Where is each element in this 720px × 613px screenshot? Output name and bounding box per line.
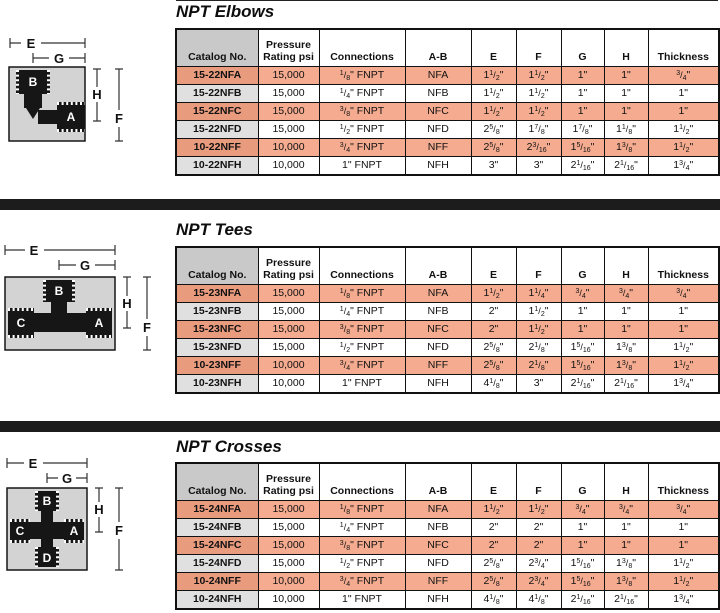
value-cell: 15,000 bbox=[258, 537, 319, 555]
value-cell: $^3/_4$" FNPT bbox=[319, 139, 405, 157]
value-cell: NFA bbox=[405, 67, 471, 85]
value-cell: NFC bbox=[405, 537, 471, 555]
value-cell: $^3/_8$" FNPT bbox=[319, 321, 405, 339]
value-cell: 1" bbox=[648, 519, 719, 537]
table-row bbox=[176, 85, 719, 103]
value-cell: 3" bbox=[516, 157, 561, 176]
value-cell: 3" bbox=[516, 375, 561, 394]
col-header-pressure: Pressure Rating psi bbox=[258, 463, 319, 501]
value-cell: 15,000 bbox=[258, 555, 319, 573]
value-cell: 15,000 bbox=[258, 121, 319, 139]
dim-label-g: G bbox=[61, 471, 73, 486]
value-cell: 15,000 bbox=[258, 67, 319, 85]
table-row bbox=[176, 591, 719, 610]
table-header bbox=[176, 29, 719, 67]
value-cell: 10,000 bbox=[258, 375, 319, 394]
value-cell: $^1/_4$" FNPT bbox=[319, 85, 405, 103]
catalog-cell: 15-24NFC bbox=[176, 537, 258, 555]
value-cell: 2" bbox=[471, 321, 516, 339]
col-header-f: F bbox=[516, 463, 561, 501]
section-title: NPT Elbows bbox=[176, 2, 275, 21]
table-row bbox=[176, 357, 719, 375]
value-cell: $2^5/_8$" bbox=[471, 339, 516, 357]
value-cell: $^3/_4$" bbox=[648, 67, 719, 85]
value-cell: $2^5/_8$" bbox=[471, 121, 516, 139]
value-cell: 2" bbox=[471, 519, 516, 537]
tee-crossbar bbox=[34, 313, 86, 332]
port-label-c: C bbox=[16, 316, 26, 330]
col-header-connections: Connections bbox=[319, 463, 405, 501]
value-cell: 1" bbox=[604, 321, 648, 339]
cross-diagram bbox=[2, 455, 137, 585]
col-header-catalog: Catalog No. bbox=[176, 247, 258, 285]
catalog-cell: 15-23NFB bbox=[176, 303, 258, 321]
value-cell: 1" bbox=[648, 321, 719, 339]
value-cell: 15,000 bbox=[258, 501, 319, 519]
dim-label-g: G bbox=[53, 51, 65, 66]
value-cell: $2^3/_4$" bbox=[516, 573, 561, 591]
value-cell: 1" FNPT bbox=[319, 375, 405, 394]
value-cell: 1" FNPT bbox=[319, 591, 405, 610]
value-cell: NFF bbox=[405, 573, 471, 591]
value-cell: $^3/_4$" bbox=[561, 501, 604, 519]
value-cell: 2" bbox=[471, 537, 516, 555]
col-header-e: E bbox=[471, 247, 516, 285]
value-cell: $1^1/_2$" bbox=[648, 339, 719, 357]
col-header-e: E bbox=[471, 29, 516, 67]
table-header bbox=[176, 247, 719, 285]
table-row bbox=[176, 103, 719, 121]
value-cell: $1^1/_4$" bbox=[516, 285, 561, 303]
value-cell: 15,000 bbox=[258, 285, 319, 303]
catalog-cell: 15-22NFA bbox=[176, 67, 258, 85]
value-cell: $^3/_8$" FNPT bbox=[319, 537, 405, 555]
value-cell: $^1/_2$" FNPT bbox=[319, 339, 405, 357]
value-cell: $2^1/_{16}$" bbox=[604, 157, 648, 176]
port-label-b: B bbox=[28, 75, 38, 89]
catalog-cell: 10-22NFF bbox=[176, 139, 258, 157]
value-cell: 10,000 bbox=[258, 591, 319, 610]
value-cell: $^1/_2$" FNPT bbox=[319, 121, 405, 139]
value-cell: 1" bbox=[648, 537, 719, 555]
value-cell: 1" bbox=[561, 67, 604, 85]
value-cell: 1" bbox=[561, 321, 604, 339]
value-cell: $1^1/_2$" bbox=[471, 85, 516, 103]
section-title: NPT Crosses bbox=[176, 437, 282, 456]
value-cell: 1" bbox=[561, 103, 604, 121]
value-cell: $1^1/_2$" bbox=[516, 303, 561, 321]
dim-label-h: H bbox=[92, 87, 102, 102]
value-cell: $^3/_4$" bbox=[561, 285, 604, 303]
port-b-stem bbox=[24, 94, 42, 108]
value-cell: $^1/_4$" FNPT bbox=[319, 303, 405, 321]
value-cell: 15,000 bbox=[258, 303, 319, 321]
value-cell: $1^1/_2$" bbox=[471, 501, 516, 519]
catalog-cell: 15-23NFD bbox=[176, 339, 258, 357]
value-cell: $1^3/_8$" bbox=[604, 357, 648, 375]
value-cell: $1^5/_{16}$" bbox=[561, 339, 604, 357]
col-header-g: G bbox=[561, 247, 604, 285]
value-cell: $1^3/_8$" bbox=[604, 573, 648, 591]
value-cell: $1^3/_4$" bbox=[648, 157, 719, 176]
value-cell: 1" FNPT bbox=[319, 157, 405, 176]
value-cell: NFH bbox=[405, 375, 471, 394]
value-cell: $^3/_4$" bbox=[648, 285, 719, 303]
value-cell: 15,000 bbox=[258, 519, 319, 537]
tee-diagram bbox=[0, 240, 160, 365]
value-cell: 1" bbox=[604, 537, 648, 555]
value-cell: $^3/_4$" bbox=[604, 285, 648, 303]
value-cell: NFC bbox=[405, 103, 471, 121]
col-header-thickness: Thickness bbox=[648, 463, 719, 501]
value-cell: 1" bbox=[604, 85, 648, 103]
col-header-ab: A-B bbox=[405, 463, 471, 501]
value-cell: $^3/_4$" bbox=[604, 501, 648, 519]
value-cell: $1^1/_2$" bbox=[471, 103, 516, 121]
cross-hbar bbox=[29, 522, 65, 539]
table-row bbox=[176, 121, 719, 139]
col-header-h: H bbox=[604, 463, 648, 501]
table-row bbox=[176, 501, 719, 519]
col-header-thickness: Thickness bbox=[648, 29, 719, 67]
value-cell: $2^5/_8$" bbox=[471, 357, 516, 375]
value-cell: $1^5/_{16}$" bbox=[561, 573, 604, 591]
value-cell: $2^1/_8$" bbox=[516, 357, 561, 375]
value-cell: 1" bbox=[604, 519, 648, 537]
value-cell: $1^3/_8$" bbox=[604, 139, 648, 157]
dim-label-h: H bbox=[122, 296, 132, 311]
value-cell: 1" bbox=[604, 103, 648, 121]
table-row bbox=[176, 67, 719, 85]
value-cell: 1" bbox=[561, 303, 604, 321]
value-cell: $1^7/_8$" bbox=[561, 121, 604, 139]
divider-bar bbox=[0, 421, 720, 432]
value-cell: NFB bbox=[405, 303, 471, 321]
table-body bbox=[176, 501, 719, 610]
section-title: NPT Tees bbox=[176, 220, 253, 239]
dim-line-e bbox=[10, 38, 85, 48]
value-cell: $1^1/_2$" bbox=[648, 357, 719, 375]
value-cell: 10,000 bbox=[258, 573, 319, 591]
value-cell: $2^3/_4$" bbox=[516, 555, 561, 573]
value-cell: NFF bbox=[405, 139, 471, 157]
col-header-ab: A-B bbox=[405, 247, 471, 285]
value-cell: 10,000 bbox=[258, 157, 319, 176]
value-cell: NFF bbox=[405, 357, 471, 375]
value-cell: NFC bbox=[405, 321, 471, 339]
value-cell: $2^5/_8$" bbox=[471, 555, 516, 573]
value-cell: 2" bbox=[516, 537, 561, 555]
col-header-pressure: Pressure Rating psi bbox=[258, 29, 319, 67]
table-row bbox=[176, 303, 719, 321]
table-row bbox=[176, 321, 719, 339]
value-cell: NFB bbox=[405, 519, 471, 537]
value-cell: $4^1/_8$" bbox=[471, 591, 516, 610]
catalog-cell: 10-23NFF bbox=[176, 357, 258, 375]
value-cell: $1^1/_2$" bbox=[648, 555, 719, 573]
value-cell: 2" bbox=[516, 519, 561, 537]
value-cell: 1" bbox=[561, 537, 604, 555]
value-cell: 15,000 bbox=[258, 85, 319, 103]
dim-label-f: F bbox=[143, 320, 151, 335]
dim-line-e bbox=[7, 458, 87, 468]
col-header-catalog: Catalog No. bbox=[176, 29, 258, 67]
value-cell: $1^1/_2$" bbox=[471, 285, 516, 303]
dim-label-f: F bbox=[115, 523, 123, 538]
value-cell: $1^1/_2$" bbox=[516, 85, 561, 103]
value-cell: $1^3/_8$" bbox=[604, 555, 648, 573]
col-header-pressure: Pressure Rating psi bbox=[258, 247, 319, 285]
value-cell: $1^1/_2$" bbox=[648, 139, 719, 157]
table-row bbox=[176, 519, 719, 537]
dim-label-f: F bbox=[115, 111, 123, 126]
port-label-b: B bbox=[54, 284, 64, 298]
port-label-a: A bbox=[69, 524, 79, 538]
divider-bar bbox=[0, 199, 720, 210]
value-cell: $^3/_4$" FNPT bbox=[319, 357, 405, 375]
catalog-cell: 10-24NFH bbox=[176, 591, 258, 610]
dim-label-e: E bbox=[29, 243, 39, 258]
value-cell: 1" bbox=[561, 85, 604, 103]
dim-label-e: E bbox=[26, 36, 36, 51]
value-cell: $^1/_8$" FNPT bbox=[319, 285, 405, 303]
value-cell: $2^5/_8$" bbox=[471, 139, 516, 157]
elbows-table bbox=[175, 28, 720, 176]
value-cell: 15,000 bbox=[258, 103, 319, 121]
value-cell: NFD bbox=[405, 555, 471, 573]
value-cell: $2^1/_{16}$" bbox=[604, 591, 648, 610]
catalog-cell: 10-24NFF bbox=[176, 573, 258, 591]
value-cell: 10,000 bbox=[258, 139, 319, 157]
value-cell: 1" bbox=[648, 103, 719, 121]
col-header-g: G bbox=[561, 29, 604, 67]
table-row bbox=[176, 537, 719, 555]
table-row bbox=[176, 573, 719, 591]
value-cell: $^1/_8$" FNPT bbox=[319, 501, 405, 519]
dim-line-f bbox=[115, 69, 123, 141]
table-row bbox=[176, 285, 719, 303]
value-cell: $2^1/_{16}$" bbox=[561, 591, 604, 610]
table-row bbox=[176, 139, 719, 157]
value-cell: $1^1/_2$" bbox=[648, 573, 719, 591]
catalog-cell: 15-22NFD bbox=[176, 121, 258, 139]
dim-label-g: G bbox=[79, 258, 91, 273]
port-label-a: A bbox=[94, 316, 104, 330]
port-label-a: A bbox=[66, 110, 76, 124]
catalog-cell: 15-24NFA bbox=[176, 501, 258, 519]
catalog-cell: 15-23NFC bbox=[176, 321, 258, 339]
catalog-cell: 15-23NFA bbox=[176, 285, 258, 303]
value-cell: $1^1/_2$" bbox=[516, 501, 561, 519]
value-cell: $4^1/_8$" bbox=[516, 591, 561, 610]
col-header-connections: Connections bbox=[319, 29, 405, 67]
table-row bbox=[176, 555, 719, 573]
value-cell: $^3/_8$" FNPT bbox=[319, 103, 405, 121]
value-cell: 1" bbox=[604, 67, 648, 85]
table-header bbox=[176, 463, 719, 501]
col-header-thickness: Thickness bbox=[648, 247, 719, 285]
value-cell: 15,000 bbox=[258, 321, 319, 339]
value-cell: $1^1/_2$" bbox=[516, 67, 561, 85]
value-cell: $2^1/_8$" bbox=[516, 339, 561, 357]
tees-table bbox=[175, 246, 720, 394]
col-header-connections: Connections bbox=[319, 247, 405, 285]
value-cell: $1^1/_2$" bbox=[648, 121, 719, 139]
value-cell: 1" bbox=[561, 519, 604, 537]
value-cell: $4^1/_8$" bbox=[471, 375, 516, 394]
catalog-cell: 10-22NFH bbox=[176, 157, 258, 176]
value-cell: 3" bbox=[471, 157, 516, 176]
col-header-ab: A-B bbox=[405, 29, 471, 67]
catalog-cell: 15-22NFC bbox=[176, 103, 258, 121]
table-row bbox=[176, 375, 719, 394]
value-cell: $1^1/_2$" bbox=[516, 321, 561, 339]
value-cell: 1" bbox=[604, 303, 648, 321]
col-header-f: F bbox=[516, 29, 561, 67]
dim-line-e bbox=[5, 245, 115, 255]
value-cell: $1^3/_8$" bbox=[604, 339, 648, 357]
value-cell: $1^3/_4$" bbox=[648, 591, 719, 610]
value-cell: 10,000 bbox=[258, 357, 319, 375]
catalog-cell: 10-23NFH bbox=[176, 375, 258, 394]
value-cell: $^3/_4$" bbox=[648, 501, 719, 519]
table-body bbox=[176, 285, 719, 394]
col-header-catalog: Catalog No. bbox=[176, 463, 258, 501]
section-tees bbox=[0, 210, 720, 421]
value-cell: $1^5/_{16}$" bbox=[561, 357, 604, 375]
value-cell: $1^7/_8$" bbox=[516, 121, 561, 139]
catalog-cell: 15-24NFD bbox=[176, 555, 258, 573]
value-cell: $1^1/_2$" bbox=[471, 67, 516, 85]
section-crosses bbox=[0, 432, 720, 613]
col-header-e: E bbox=[471, 463, 516, 501]
value-cell: $2^1/_{16}$" bbox=[561, 157, 604, 176]
catalog-cell: 15-24NFB bbox=[176, 519, 258, 537]
value-cell: $2^1/_{16}$" bbox=[561, 375, 604, 394]
value-cell: NFB bbox=[405, 85, 471, 103]
value-cell: 1" bbox=[648, 303, 719, 321]
value-cell: $1^1/_2$" bbox=[516, 103, 561, 121]
table-body bbox=[176, 67, 719, 176]
value-cell: 15,000 bbox=[258, 339, 319, 357]
port-a-stem bbox=[38, 110, 57, 124]
value-cell: $1^3/_4$" bbox=[648, 375, 719, 394]
col-header-g: G bbox=[561, 463, 604, 501]
crosses-table bbox=[175, 462, 720, 610]
value-cell: 2" bbox=[471, 303, 516, 321]
value-cell: $1^5/_{16}$" bbox=[561, 139, 604, 157]
value-cell: NFA bbox=[405, 285, 471, 303]
col-header-f: F bbox=[516, 247, 561, 285]
value-cell: $^1/_8$" FNPT bbox=[319, 67, 405, 85]
value-cell: NFD bbox=[405, 121, 471, 139]
port-label-b: B bbox=[42, 494, 52, 508]
value-cell: $1^5/_{16}$" bbox=[561, 555, 604, 573]
catalog-cell: 15-22NFB bbox=[176, 85, 258, 103]
table-row bbox=[176, 339, 719, 357]
value-cell: 1" bbox=[648, 85, 719, 103]
value-cell: $^1/_2$" FNPT bbox=[319, 555, 405, 573]
port-label-c: C bbox=[15, 524, 25, 538]
value-cell: $2^1/_{16}$" bbox=[604, 375, 648, 394]
value-cell: NFD bbox=[405, 339, 471, 357]
value-cell: NFH bbox=[405, 157, 471, 176]
port-label-d: D bbox=[42, 551, 52, 565]
value-cell: NFH bbox=[405, 591, 471, 610]
dim-label-h: H bbox=[94, 502, 104, 517]
table-row bbox=[176, 157, 719, 176]
value-cell: $2^3/_{16}$" bbox=[516, 139, 561, 157]
col-header-h: H bbox=[604, 29, 648, 67]
elbow-diagram bbox=[2, 30, 137, 155]
dim-label-e: E bbox=[28, 456, 38, 471]
value-cell: $2^5/_8$" bbox=[471, 573, 516, 591]
dim-line-f bbox=[143, 277, 151, 350]
value-cell: $^1/_4$" FNPT bbox=[319, 519, 405, 537]
value-cell: NFA bbox=[405, 501, 471, 519]
section-elbows bbox=[0, 0, 720, 199]
col-header-h: H bbox=[604, 247, 648, 285]
value-cell: $^3/_4$" FNPT bbox=[319, 573, 405, 591]
value-cell: $1^1/_8$" bbox=[604, 121, 648, 139]
